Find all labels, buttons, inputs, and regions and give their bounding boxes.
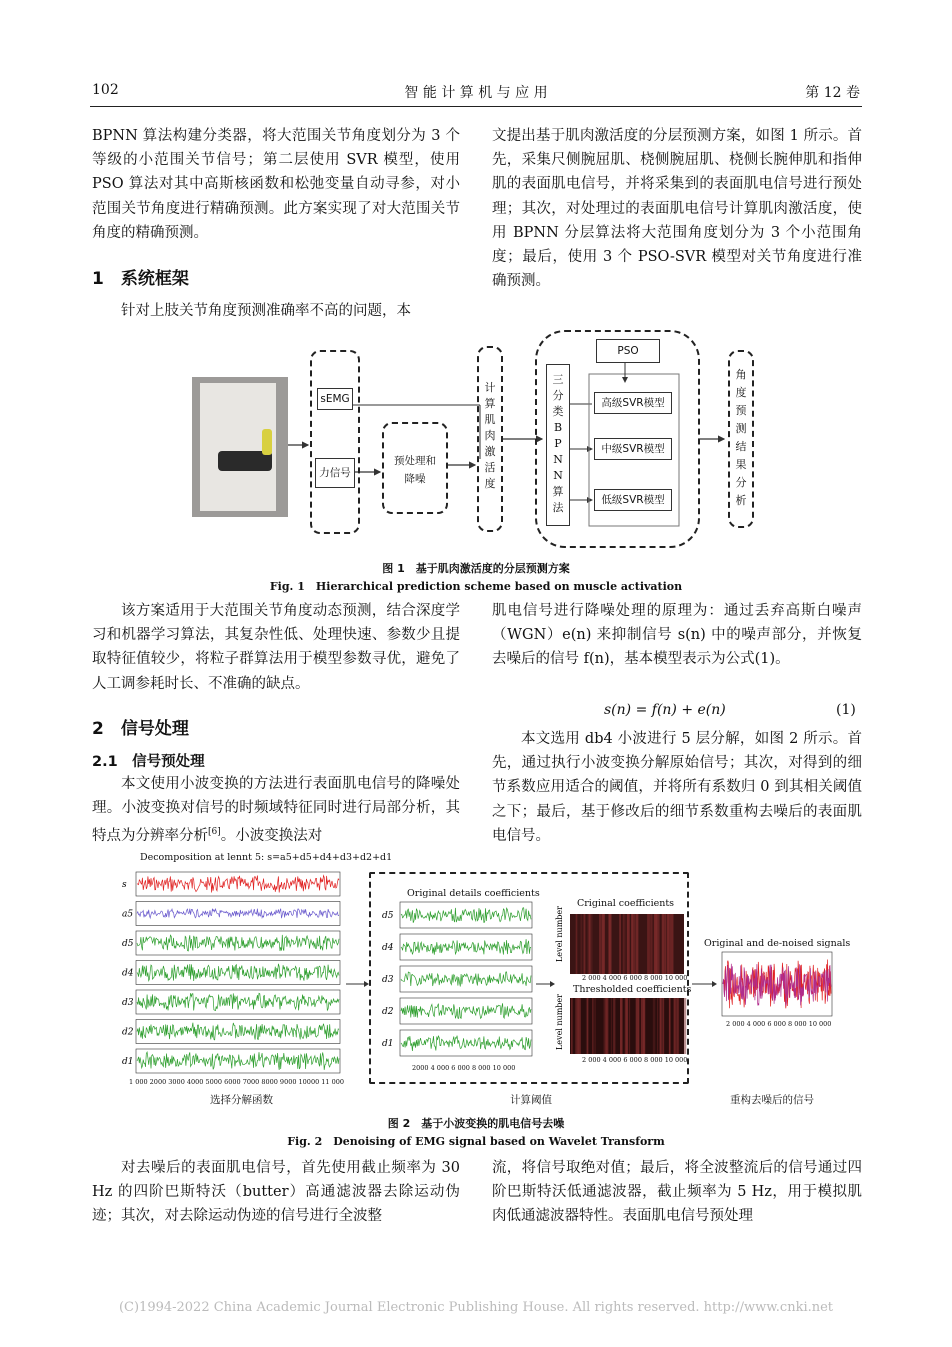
decomp-trace-d5 — [137, 935, 339, 951]
fig2-caption-cn: 图 2 基于小波变换的肌电信号去噪 — [387, 1117, 565, 1130]
svr-mid-box: 中级SVR模型 — [594, 438, 672, 460]
decomp-label: s — [122, 880, 127, 890]
pso-box: PSO — [596, 339, 660, 363]
thresh-xticks: 2 000 4 000 6 000 8 000 10 000 — [582, 1056, 688, 1064]
details-xticks: 2000 4 000 6 000 8 000 10 000 — [412, 1064, 516, 1072]
citation-6[interactable]: [6] — [208, 827, 221, 838]
label-select: 选择分解函数 — [210, 1094, 273, 1106]
figure-1 — [180, 332, 780, 552]
section-2-1-para: 本文使用小波变换的方法进行表面肌电信号的降噪处理。小波变换对信号的时频域特征同时进行局部分析，其特点为分辨率分析[6]。小波变换法对 — [92, 776, 460, 845]
right-column-mid: 肌电信号进行降噪处理的原理为：通过丢弃高斯白噪声（WGN）e(n) 来抑制信号 s(n) 中的噪声部分，并恢复去噪后的信号 f(n)，基本模型表示为公式(1)。 — [492, 603, 862, 668]
details-label: d5 — [382, 911, 394, 921]
signal-group — [310, 350, 360, 534]
coef-xticks: 2 000 4 000 6 000 8 000 10 000 — [582, 974, 688, 982]
arrow-head — [712, 981, 717, 987]
decomp-label: a5 — [122, 909, 134, 920]
intro-continued: BPNN 算法构建分类器，将大范围关节角度划分为 3 个等级的小范围关节信号；第二层使用 SVR 模型，使用 PSO 算法对其中高斯核函数和松弛变量自动寻参，对小范围关节角度进行精确预测。此方案实现了对大范围关节角度的精确预测。 — [92, 128, 460, 241]
label-reconstruct: 重构去噪后的信号 — [730, 1094, 814, 1106]
decomp-panel-frame — [136, 990, 340, 1014]
details-label: d4 — [382, 943, 394, 953]
bpnn-label: 三 分 类 B P N N 算 法 — [552, 373, 564, 514]
volume-label: 第 12 卷 — [805, 85, 860, 101]
running-title: 智 能 计 算 机 与 应 用 — [404, 85, 548, 101]
copyright-footer: (C)1994-2022 China Academic Journal Electronic Publishing House. All rights reserved. http://www.cnki.net — [118, 1300, 834, 1315]
section-2-title: 2 信号处理 — [92, 719, 189, 739]
preprocess-label: 预处理和降噪 — [394, 455, 436, 485]
details-label: d1 — [382, 1039, 394, 1049]
decomp-trace-a5 — [137, 909, 339, 919]
section-2-1-title: 2.1 信号预处理 — [92, 754, 205, 770]
right-column-top — [492, 124, 862, 293]
svr-low-box: 低级SVR模型 — [594, 489, 672, 511]
left-column-mid: 该方案适用于大范围关节角度动态预测，结合深度学习和机器学习算法，其复杂性低、处理快速、参数少且提取特征值较少，将粒子群算法用于模型参数寻优，避免了人工调参耗时长、不准确的缺点。 — [92, 603, 460, 692]
decomp-label: d1 — [122, 1057, 134, 1067]
left-column-bottom: 对去噪后的表面肌电信号，首先使用截止频率为 30 Hz 的四阶巴斯特沃（butter）高通滤波器去除运动伪迹；其次，对去除运动伪迹的信号进行全波整 — [92, 1160, 460, 1225]
force-box: 力信号 — [315, 458, 355, 488]
right-column-bottom: 流，将信号取绝对值；最后，将全波整流后的信号通过四阶巴斯特沃低通滤波器，截止频率为 5 Hz，用于模拟肌肉低通滤波器特性。表面肌电信号预处理 — [492, 1160, 862, 1225]
fig1-intro: 文提出基于肌肉激活度的分层预测方案，如图 1 所示。首先，采集尺侧腕屈肌、桡侧腕屈肌、桡侧长腕伸肌和指伸肌的表面肌电信号，并将采集到的表面肌电信号进行预处理；其次，对处理过的表面肌电信号计算肌肉激活度，使用 BPNN 分层算法将大范围角度划分为 3 个小范围角度；最后，使用 3 个 PSO-SVR 模型对关节角度进行准确预测。 — [492, 128, 862, 290]
svr-high-box: 高级SVR模型 — [594, 392, 672, 414]
left-column-top — [92, 124, 460, 245]
result-label: 角 度 预 测 结 果 分 析 — [735, 368, 747, 507]
details-title: Original details coefficients — [407, 888, 540, 899]
fig2-caption-en: Fig. 2 Denoising of EMG signal based on Wavelet Transform — [287, 1135, 665, 1148]
header-rule — [90, 106, 862, 107]
decomp-trace-d2 — [137, 1023, 339, 1040]
activation-label: 计 算 肌 肉 激 活 度 — [484, 381, 496, 490]
denoised-xticks: 2 000 4 000 6 000 8 000 10 000 — [726, 1020, 832, 1028]
decomp-trace-d4 — [137, 964, 339, 981]
fig1-caption-en: Fig. 1 Hierarchical prediction scheme based on muscle activation — [269, 580, 683, 593]
decomp-trace-d1 — [137, 1052, 339, 1070]
level-axis-label: Level number — [555, 906, 564, 962]
equation-number: (1) — [836, 702, 856, 718]
decomp-trace-d3 — [137, 993, 339, 1010]
coef-title: Criginal coefficients — [577, 898, 675, 909]
decomp-trace-s — [137, 876, 339, 893]
details-label: d3 — [382, 975, 394, 985]
fig1-caption-cn: 图 1 基于肌肉激活度的分层预测方案 — [382, 562, 570, 575]
label-threshold: 计算阈值 — [510, 1094, 552, 1106]
denoised-title: Original and de-noised signals — [704, 938, 851, 949]
page-number: 102 — [92, 82, 119, 98]
details-label: d2 — [382, 1007, 394, 1017]
decomp-label: d3 — [122, 998, 134, 1008]
decomp-label: d5 — [122, 939, 134, 949]
right-column-mid2: 本文选用 db4 小波进行 5 层分解，如图 2 所示。首先，通过执行小波变换分解原始信号；其次，对得到的细节系数应用适合的阈值，并将所有系数归 0 到其相关阈值之下；最后，基于修改后的细节系数重构去噪后的表面肌电信号。 — [492, 731, 862, 844]
decomp-title: Decomposition at lennt 5: s=a5+d5+d4+d3+d2+d1 — [140, 852, 393, 863]
level-axis-label: Level number — [555, 994, 564, 1050]
figure-2 — [92, 852, 862, 1112]
section-1-para: 针对上肢关节角度预测准确率不高的问题，本 — [121, 303, 411, 319]
decomp-xticks: 1 000 2000 3000 4000 5000 6000 7000 8000 9000 10000 11 000 — [129, 1078, 345, 1086]
thresh-title: Thresholded coefficients — [573, 984, 692, 995]
decomp-label: d4 — [122, 968, 134, 979]
decomp-label: d2 — [122, 1027, 134, 1038]
semg-box: sEMG — [317, 388, 353, 410]
section-1-title: 1 系统框架 — [92, 269, 189, 289]
equation-1: s(n) = f(n) + e(n) — [604, 702, 726, 718]
